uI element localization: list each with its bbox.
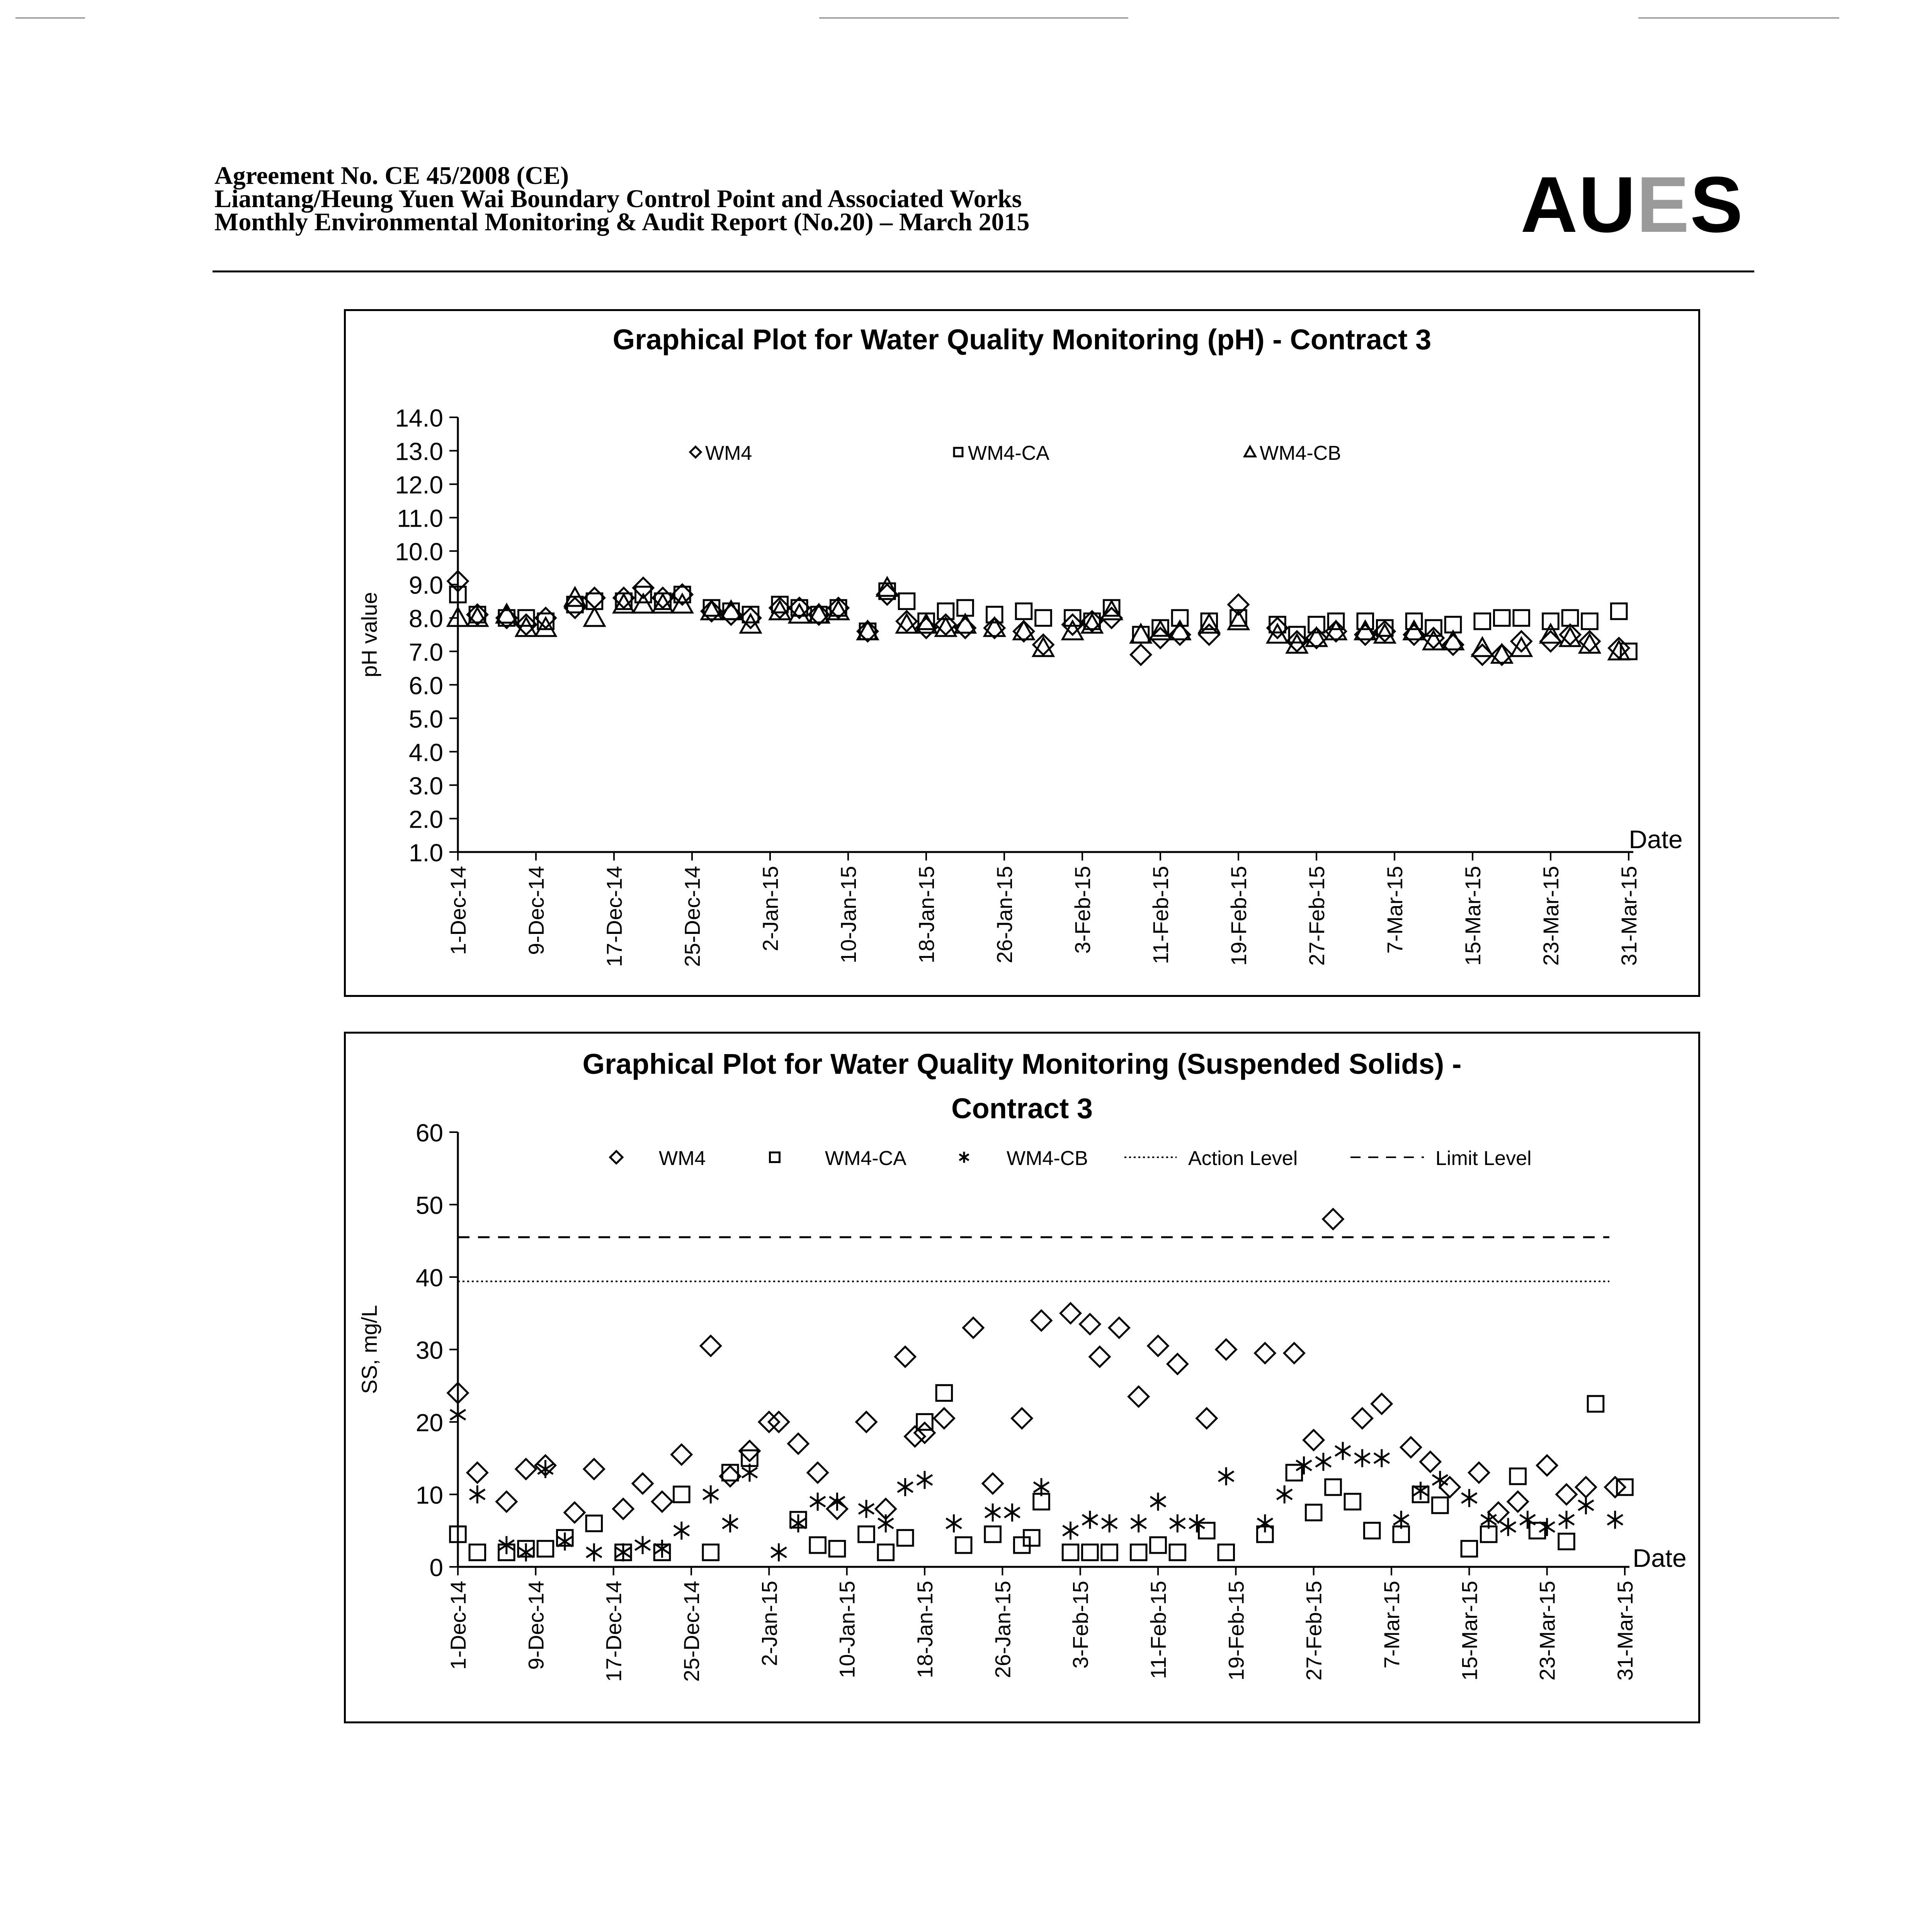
- wm4-cb-point: [469, 1485, 485, 1503]
- ss-chart-title-line2: Contract 3: [951, 1092, 1093, 1124]
- y-tick-label: 20: [415, 1409, 443, 1437]
- y-tick-label: 10: [415, 1481, 443, 1509]
- wm4-point: [1352, 1408, 1372, 1429]
- wm4-cb-point: [703, 1485, 718, 1503]
- ph-chart-title: Graphical Plot for Water Quality Monitoring (pH) - Contract 3: [612, 323, 1432, 355]
- x-tick-label: 31-Mar-15: [1613, 1581, 1637, 1681]
- y-tick-label: 14.0: [395, 404, 443, 432]
- x-tick-label: 27-Feb-15: [1304, 866, 1329, 966]
- wm4-point: [565, 1502, 585, 1522]
- wm4-legend-label: WM4: [659, 1147, 706, 1170]
- x-tick-label: 11-Feb-15: [1146, 1581, 1170, 1679]
- y-tick-label: 6.0: [409, 672, 443, 700]
- wm4-cb-point: [791, 1514, 806, 1532]
- wm4-point: [808, 1463, 828, 1483]
- wm4-cb-point: [946, 1514, 962, 1532]
- scan-artifact-line: [819, 17, 1128, 19]
- wm4-ca-point: [703, 1544, 719, 1560]
- report-title: Monthly Environmental Monitoring & Audit Report (No.20) – March 2015: [214, 208, 1030, 236]
- ss-chart: [344, 1032, 1700, 1723]
- y-tick-label: 9.0: [409, 571, 443, 599]
- x-tick-label: 3-Feb-15: [1068, 1581, 1093, 1669]
- wm4-point: [1090, 1347, 1110, 1367]
- wm4-cb-point: [518, 1543, 534, 1561]
- wm4-point: [1167, 1354, 1187, 1374]
- wm4-point: [497, 1492, 517, 1512]
- wm4-ca-point: [586, 1515, 602, 1531]
- x-tick-label: 26-Jan-15: [992, 866, 1017, 964]
- wm4-cb-point: [1014, 621, 1034, 639]
- x-tick-label: 23-Mar-15: [1539, 866, 1563, 966]
- wm4-cb-point: [917, 1471, 932, 1489]
- wm4-point: [1109, 1318, 1129, 1338]
- wm4-cb-point: [1374, 1449, 1389, 1467]
- wm4-ca-point: [1559, 1534, 1575, 1549]
- wm4-ca-legend-label: WM4-CA: [968, 442, 1049, 464]
- wm4-point: [1080, 1314, 1100, 1334]
- wm4-cb-legend-marker: [959, 1152, 969, 1163]
- wm4-point: [701, 1336, 721, 1356]
- wm4-point: [934, 1408, 954, 1429]
- ss-chart-plot: [346, 1034, 1698, 1721]
- wm4-cb-legend-label: WM4-CB: [1260, 442, 1341, 464]
- wm4-cb-point: [1150, 1493, 1166, 1511]
- y-tick-label: 60: [415, 1119, 443, 1147]
- wm4-point: [633, 1473, 653, 1493]
- wm4-cb-point: [585, 608, 605, 626]
- wm4-ca-point: [1131, 1544, 1146, 1560]
- wm4-cb-point: [1170, 1514, 1185, 1532]
- x-tick-label: 9-Dec-14: [524, 1581, 548, 1670]
- wm4-cb-point: [674, 1522, 689, 1540]
- x-tick-label: 1-Dec-14: [446, 866, 470, 955]
- wm4-ca-legend-label: WM4-CA: [825, 1147, 906, 1170]
- wm4-ca-point: [1494, 610, 1510, 626]
- wm4-cb-point: [898, 1478, 913, 1496]
- wm4-ca-legend-marker: [954, 448, 963, 456]
- wm4-cb-point: [1500, 1518, 1516, 1536]
- wm4-cb-point: [1131, 1514, 1146, 1532]
- wm4-ca-point: [986, 607, 1002, 622]
- ph-chart: [344, 309, 1700, 997]
- y-axis-title: SS, mg/L: [357, 1305, 381, 1394]
- wm4-ca-point: [1309, 617, 1325, 633]
- ph-chart-plot: [346, 311, 1698, 995]
- x-tick-label: 19-Feb-15: [1226, 866, 1251, 966]
- wm4-ca-point: [1170, 1544, 1185, 1560]
- x-axis-title: Date: [1629, 825, 1683, 854]
- wm4-cb-point: [985, 1503, 1000, 1522]
- x-tick-label: 18-Jan-15: [914, 866, 939, 964]
- wm4-point: [1401, 1437, 1421, 1458]
- wm4-point: [1469, 1463, 1489, 1483]
- wm4-ca-point: [1150, 1537, 1166, 1553]
- wm4-cb-point: [1082, 1511, 1098, 1529]
- wm4-cb-point: [1355, 1449, 1370, 1467]
- wm4-point: [1372, 1394, 1392, 1414]
- x-tick-label: 15-Mar-15: [1457, 1581, 1482, 1681]
- wm4-point: [1488, 1502, 1509, 1522]
- wm4-ca-point: [897, 1530, 913, 1546]
- wm4-ca-legend-marker: [770, 1153, 780, 1162]
- wm4-cb-point: [635, 1536, 650, 1554]
- wm4-cb-point: [1578, 1496, 1594, 1514]
- wm4-ca-point: [674, 1486, 690, 1502]
- wm4-ca-point: [1036, 610, 1051, 626]
- action-level-legend-label: Action Level: [1188, 1147, 1298, 1170]
- agreement-number: Agreement No. CE 45/2008 (CE): [214, 162, 569, 190]
- wm4-point: [1216, 1340, 1236, 1360]
- y-tick-label: 30: [415, 1336, 443, 1364]
- scan-artifact-line: [1638, 17, 1839, 19]
- y-tick-label: 8.0: [409, 605, 443, 633]
- wm4-ca-point: [899, 594, 915, 609]
- x-tick-label: 10-Jan-15: [835, 1581, 859, 1679]
- wm4-point: [516, 1459, 536, 1479]
- wm4-ca-point: [1065, 610, 1080, 626]
- x-tick-label: 17-Dec-14: [602, 866, 626, 967]
- wm4-cb-point: [1005, 1503, 1020, 1522]
- x-tick-label: 1-Dec-14: [446, 1581, 470, 1670]
- wm4-cb-point: [1461, 1489, 1477, 1507]
- wm4-ca-point: [1588, 1396, 1604, 1412]
- wm4-point: [1508, 1492, 1528, 1512]
- wm4-point: [1012, 1408, 1032, 1429]
- wm4-cb-point: [1539, 1518, 1555, 1536]
- y-axis-title: pH value: [357, 592, 381, 678]
- y-tick-label: 5.0: [409, 705, 443, 733]
- wm4-point: [467, 1463, 487, 1483]
- x-axis-title: Date: [1633, 1544, 1687, 1572]
- wm4-point: [1323, 1209, 1343, 1229]
- x-tick-label: 25-Dec-14: [680, 866, 704, 967]
- wm4-point: [1537, 1456, 1557, 1476]
- x-tick-label: 25-Dec-14: [679, 1581, 704, 1682]
- wm4-cb-point: [1472, 638, 1492, 656]
- y-tick-label: 13.0: [395, 437, 443, 466]
- limit-level-legend-label: Limit Level: [1435, 1147, 1532, 1170]
- wm4-ca-point: [1461, 1541, 1477, 1557]
- y-tick-label: 0: [429, 1554, 443, 1582]
- wm4-legend-marker: [610, 1151, 622, 1163]
- wm4-cb-point: [1520, 1511, 1535, 1529]
- wm4-point: [1131, 645, 1151, 665]
- x-tick-label: 26-Jan-15: [990, 1581, 1015, 1679]
- x-tick-label: 27-Feb-15: [1301, 1581, 1326, 1681]
- ss-chart-title-line1: Graphical Plot for Water Quality Monitoring (Suspended Solids) -: [582, 1048, 1462, 1080]
- wm4-cb-point: [1492, 645, 1512, 663]
- y-tick-label: 3.0: [409, 772, 443, 800]
- wm4-cb-point: [1432, 1471, 1448, 1489]
- wm4-cb-point: [830, 1493, 845, 1511]
- wm4-point: [1440, 1477, 1460, 1497]
- wm4-point: [1511, 631, 1531, 651]
- wm4-cb-point: [1257, 1514, 1273, 1532]
- y-tick-label: 7.0: [409, 638, 443, 666]
- wm4-ca-point: [1063, 1544, 1078, 1560]
- wm4-cb-point: [1316, 1453, 1331, 1471]
- wm4-ca-point: [956, 1537, 971, 1553]
- wm4-point: [963, 1318, 983, 1338]
- wm4-point: [652, 1492, 672, 1512]
- x-tick-label: 17-Dec-14: [601, 1581, 626, 1682]
- wm4-point: [1472, 645, 1492, 665]
- project-title: Liantang/Heung Yuen Wai Boundary Control Point and Associated Works: [214, 185, 1022, 213]
- wm4-point: [895, 1347, 915, 1367]
- wm4-cb-point: [1063, 1522, 1078, 1540]
- wm4-ca-point: [1611, 604, 1627, 619]
- wm4-ca-point: [1016, 604, 1032, 619]
- wm4-cb-legend-label: WM4-CB: [1007, 1147, 1088, 1170]
- y-tick-label: 12.0: [395, 471, 443, 499]
- y-tick-label: 2.0: [409, 805, 443, 833]
- x-tick-label: 23-Mar-15: [1535, 1581, 1560, 1681]
- wm4-point: [1014, 621, 1034, 641]
- wm4-ca-point: [537, 1541, 553, 1557]
- wm4-point: [1284, 1343, 1304, 1363]
- wm4-point: [1031, 1311, 1051, 1331]
- wm4-ca-point: [1475, 614, 1490, 629]
- wm4-ca-point: [829, 1541, 845, 1557]
- wm4-point: [1197, 1408, 1217, 1429]
- wm4-ca-point: [469, 1544, 485, 1560]
- wm4-point: [1420, 1452, 1441, 1472]
- wm4-ca-point: [1345, 1494, 1361, 1510]
- wm4-point: [1129, 1386, 1149, 1406]
- wm4-point: [1556, 1485, 1577, 1505]
- x-tick-label: 9-Dec-14: [524, 866, 548, 955]
- wm4-cb-point: [810, 1493, 825, 1511]
- wm4-cb-point: [1511, 638, 1531, 656]
- wm4-cb-point: [450, 1406, 466, 1424]
- wm4-ca-point: [936, 1385, 952, 1401]
- x-tick-label: 10-Jan-15: [836, 866, 861, 964]
- wm4-point: [1061, 1303, 1081, 1323]
- x-tick-label: 18-Jan-15: [913, 1581, 937, 1679]
- wm4-cb-point: [1277, 1485, 1292, 1503]
- wm4-cb-point: [1413, 1482, 1429, 1500]
- x-tick-label: 15-Mar-15: [1461, 866, 1485, 966]
- wm4-ca-point: [1218, 1544, 1234, 1560]
- wm4-point: [1541, 631, 1561, 651]
- wm4-legend-label: WM4: [705, 442, 752, 464]
- wm4-cb-point: [1559, 1511, 1574, 1529]
- wm4-point: [1576, 1477, 1596, 1497]
- wm4-cb-point: [586, 1543, 602, 1561]
- wm4-ca-point: [1082, 1544, 1098, 1560]
- wm4-point: [1148, 1336, 1168, 1356]
- wm4-point: [1255, 1343, 1275, 1363]
- x-tick-label: 19-Feb-15: [1224, 1581, 1248, 1681]
- wm4-cb-point: [859, 1500, 874, 1518]
- x-tick-label: 2-Jan-15: [758, 866, 782, 952]
- header-rule: [213, 270, 1754, 272]
- y-tick-label: 4.0: [409, 738, 443, 767]
- wm4-point: [788, 1434, 808, 1454]
- x-tick-label: 11-Feb-15: [1148, 866, 1173, 964]
- x-tick-label: 2-Jan-15: [757, 1581, 782, 1667]
- wm4-point: [856, 1412, 876, 1432]
- wm4-cb-point: [771, 1543, 787, 1561]
- wm4-ca-point: [878, 1544, 894, 1560]
- wm4-cb-point: [723, 1514, 738, 1532]
- wm4-point: [613, 1499, 633, 1519]
- wm4-point: [1492, 645, 1512, 665]
- y-tick-label: 10.0: [395, 538, 443, 566]
- x-tick-label: 3-Feb-15: [1070, 866, 1095, 954]
- wm4-ca-point: [1621, 643, 1637, 659]
- wm4-cb-point: [1102, 1514, 1117, 1532]
- y-tick-label: 50: [415, 1191, 443, 1219]
- y-tick-label: 11.0: [397, 504, 443, 532]
- wm4-ca-point: [810, 1537, 826, 1553]
- x-tick-label: 31-Mar-15: [1617, 866, 1641, 966]
- wm4-cb-point: [557, 1532, 573, 1551]
- wm4-cb-point: [1607, 1511, 1623, 1529]
- wm4-legend-marker: [690, 447, 701, 457]
- wm4-ca-point: [1364, 1523, 1380, 1539]
- wm4-cb-point: [1335, 1442, 1350, 1460]
- wm4-cb-point: [616, 1543, 631, 1561]
- wm4-cb-legend-marker: [1245, 447, 1255, 456]
- wm4-point: [1304, 1430, 1324, 1450]
- wm4-point: [672, 1444, 692, 1464]
- wm4-ca-point: [1510, 1468, 1526, 1484]
- scan-artifact-line: [15, 17, 85, 19]
- y-tick-label: 40: [415, 1264, 443, 1292]
- wm4-ca-point: [1325, 1479, 1341, 1495]
- x-tick-label: 7-Mar-15: [1379, 1581, 1404, 1669]
- wm4-ca-point: [1432, 1497, 1448, 1513]
- wm4-cb-point: [878, 1514, 893, 1532]
- wm4-cb-point: [1218, 1467, 1234, 1485]
- wm4-ca-point: [1102, 1544, 1117, 1560]
- wm4-ca-point: [1582, 614, 1598, 629]
- wm4-ca-point: [985, 1526, 1001, 1542]
- wm4-point: [983, 1473, 1003, 1493]
- y-tick-label: 1.0: [409, 839, 443, 867]
- wm4-cb-point: [655, 1540, 670, 1558]
- wm4-ca-point: [1306, 1505, 1321, 1520]
- document-header: [214, 164, 1030, 234]
- company-logo: AUES: [1520, 160, 1744, 249]
- x-tick-label: 7-Mar-15: [1383, 866, 1407, 954]
- wm4-ca-point: [1543, 614, 1559, 629]
- wm4-ca-point: [859, 1526, 874, 1542]
- wm4-ca-point: [1514, 610, 1529, 626]
- wm4-point: [584, 1459, 604, 1479]
